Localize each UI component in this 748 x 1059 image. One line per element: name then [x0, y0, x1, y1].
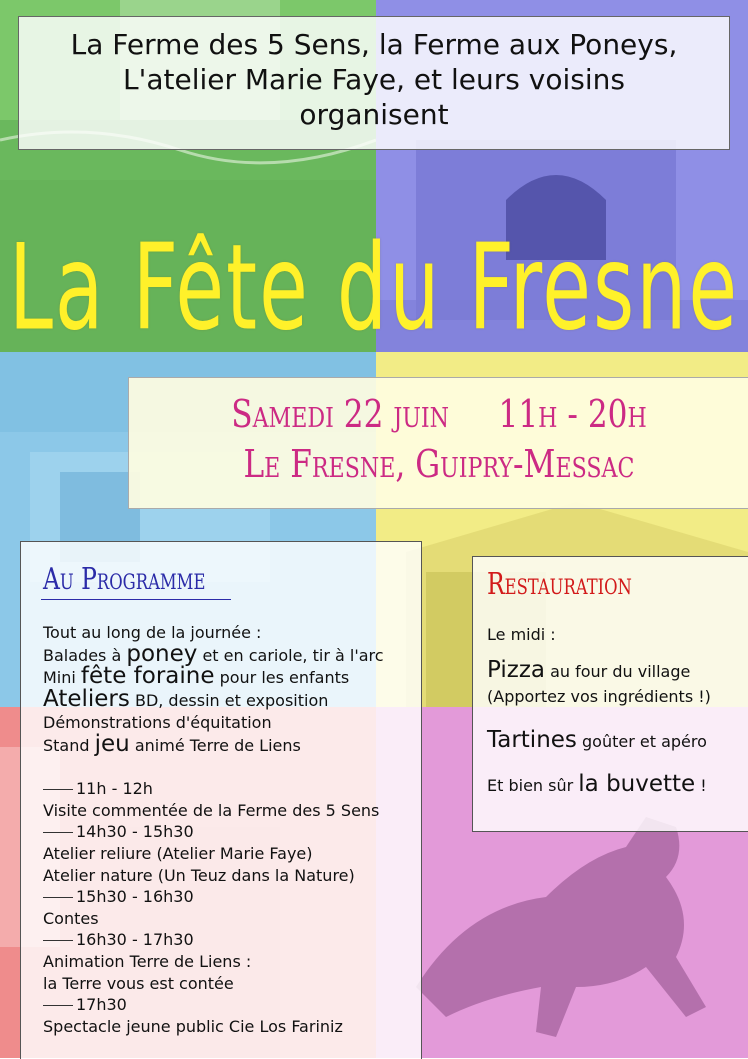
organizers-banner [18, 16, 730, 150]
schedule-item: Spectacle jeune public Cie Los Fariniz [43, 1016, 343, 1036]
schedule-item: Atelier nature (Un Teuz dans la Nature) [43, 865, 355, 885]
event-date-time: Samedi 22 juin 11h - 20h [231, 392, 647, 436]
spacer [43, 757, 384, 779]
schedule-time: 16h30 - 17h30 [43, 929, 384, 951]
organizers-text [19, 27, 729, 132]
schedule-item: la Terre vous est contée [43, 973, 234, 993]
schedule-item: Animation Terre de Liens : [43, 951, 252, 971]
organizers-line-2: L'atelier Marie Faye, et leurs voisins [123, 63, 625, 96]
list-item: Démonstrations d'équitation [43, 713, 272, 733]
restauration-tartines: Tartines goûter et apéro [487, 727, 707, 753]
restauration-pizza: Pizza au four du village [487, 657, 691, 683]
date-location-box [128, 377, 748, 509]
restauration-ingredients: (Apportez vos ingrédients !) [487, 687, 711, 706]
schedule-item: Contes [43, 908, 99, 928]
list-item: Stand jeu animé Terre de Liens [43, 730, 301, 757]
programme-heading-underline [41, 599, 231, 600]
programme-heading: Au Programme [43, 562, 206, 597]
restauration-panel [472, 556, 748, 832]
programme-list [43, 622, 384, 1037]
event-title: La Fête du Fresne [8, 218, 740, 358]
schedule-time: 14h30 - 15h30 [43, 821, 384, 843]
restauration-midi: Le midi : [487, 625, 556, 644]
organizers-line-3: organisent [299, 98, 449, 131]
programme-intro: Tout au long de la journée : [43, 623, 262, 642]
list-item: Balades à poney et en cariole, tir à l'arc [43, 640, 384, 667]
schedule-time: 17h30 [43, 994, 384, 1016]
programme-panel [20, 541, 422, 1059]
schedule-item: Atelier reliure (Atelier Marie Faye) [43, 843, 313, 863]
list-item: Mini fête foraine pour les enfants [43, 663, 350, 690]
schedule-time: 11h - 12h [43, 778, 384, 800]
event-location: Le Fresne, Guipry-Messac [243, 442, 635, 486]
schedule-item: Visite commentée de la Ferme des 5 Sens [43, 800, 380, 820]
restauration-heading: Restauration [487, 567, 632, 602]
restauration-buvette: Et bien sûr la buvette ! [487, 771, 707, 797]
organizers-line-1: La Ferme des 5 Sens, la Ferme aux Poneys, [70, 28, 678, 61]
list-item: Ateliers BD, dessin et exposition [43, 685, 329, 712]
schedule-time: 15h30 - 16h30 [43, 886, 384, 908]
